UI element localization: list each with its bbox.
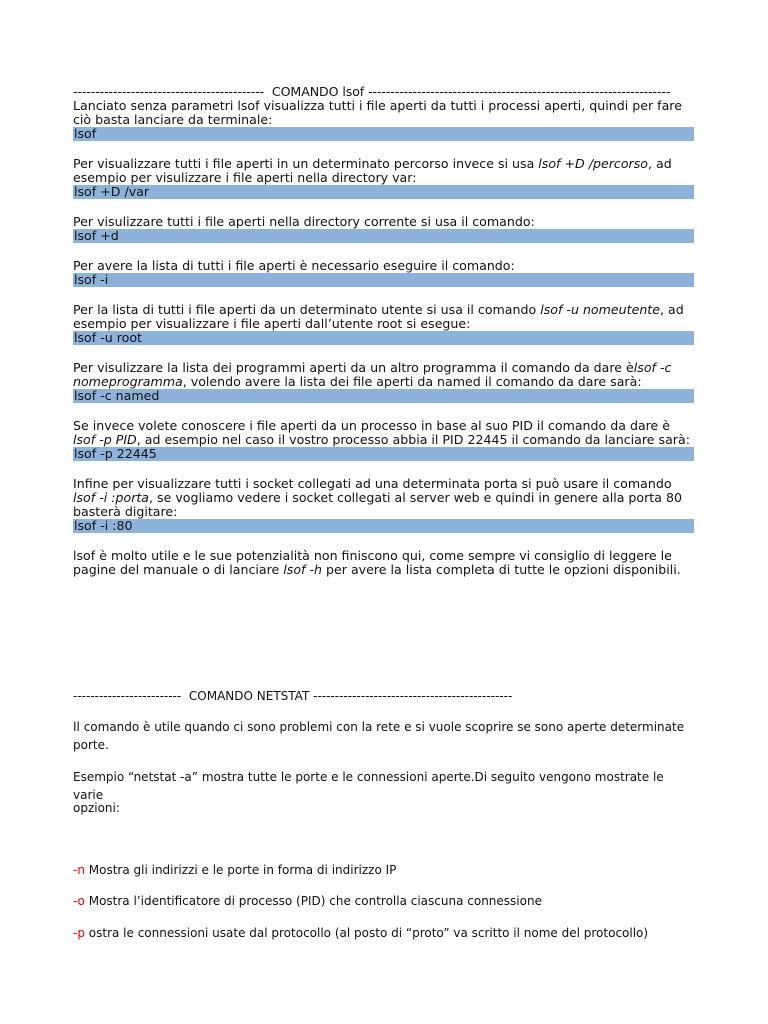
header-dashes-left: ------------------------- xyxy=(73,689,182,703)
lsof-section xyxy=(73,85,694,577)
command-lsof-D: lsof +D /var xyxy=(73,185,694,199)
command-lsof-i-port: lsof -i :80 xyxy=(73,519,694,533)
command-lsof-p: lsof -p 22445 xyxy=(73,447,694,461)
header-dashes-right: ---------------------------------------------- xyxy=(313,689,513,703)
netstat-section-title: COMANDO NETSTAT xyxy=(188,689,310,703)
option-flag: -p xyxy=(73,926,85,940)
paragraph-current-dir: Per visulizzare tutti i file aperti nella directory corrente si usa il comando: xyxy=(73,214,535,229)
paragraph-program: Per visulizzare la lista dei programmi aperti da un altro programma il comando da dare èlsof -c nomeprogramma, volendo avere la lista dei file aperti da named il comando da dare sarà: xyxy=(73,360,672,389)
option-flag: -o xyxy=(73,894,85,908)
command-lsof-i: lsof -i xyxy=(73,273,694,287)
option-description: Mostra l’identificatore di processo (PID) che controlla ciascuna connessione xyxy=(84,894,542,908)
header-dashes-left: ------------------------------------------- xyxy=(73,85,265,99)
netstat-section-header xyxy=(73,689,512,703)
lsof-section-header xyxy=(73,85,694,99)
netstat-intro-paragraph: Il comando è utile quando ci sono problemi con la rete e si vuole scoprire se sono aperte determinate porte. xyxy=(73,720,685,752)
lsof-intro-paragraph: Lanciato senza parametri lsof visualizza tutti i file aperti da tutti i processi aperti, quindi per fare ciò basta lanciare da terminale: xyxy=(73,98,682,127)
option-o xyxy=(73,892,694,910)
command-lsof-d: lsof +d xyxy=(73,229,694,243)
paragraph-path: Per visualizzare tutti i file aperti in un determinato percorso invece si usa lsof +D /percorso, ad esempio per visulizzare i file aperti nella directory var: xyxy=(73,156,672,185)
paragraph-pid: Se invece volete conoscere i file aperti da un processo in base al suo PID il comando da dare è lsof -p PID, ad esempio nel caso il vostro processo abbia il PID 22445 il comando da lanciare sarà: xyxy=(73,418,690,447)
netstat-example-continued: opzioni: xyxy=(73,801,120,815)
command-lsof-u: lsof -u root xyxy=(73,331,694,345)
option-flag: -n xyxy=(73,863,85,877)
paragraph-conclusion: lsof è molto utile e le sue potenzialità non finiscono qui, come sempre vi consiglio di leggere le pagine del manuale o di lanciare lsof -h per avere la lista completa di tutte le opzioni disponibili. xyxy=(73,548,681,577)
option-description: Mostra gli indirizzi e le porte in forma di indirizzo IP xyxy=(84,863,397,877)
header-dashes-right: -------------------------------------------------------------------- xyxy=(368,85,671,99)
paragraph-user: Per la lista di tutti i file aperti da un determinato utente si usa il comando lsof -u nomeutente, ad esempio per visualizzare i file aperti dall’utente root si esegue: xyxy=(73,302,684,331)
command-lsof: lsof xyxy=(73,127,694,141)
lsof-section-title: COMANDO lsof xyxy=(271,85,365,99)
option-description: ostra le connessioni usate dal protocollo (al posto di “proto” va scritto il nome del protocollo) xyxy=(84,926,649,940)
paragraph-socket: Infine per visualizzare tutti i socket collegati ad una determinata porta si può usare il comando lsof -i :porta, se vogliamo vedere i socket collegati al server web e quindi in genere alla porta 80 basterà digitare: xyxy=(73,476,682,519)
option-p xyxy=(73,924,694,942)
paragraph-all-files: Per avere la lista di tutti i file aperti è necessario eseguire il comando: xyxy=(73,258,515,273)
command-lsof-c: lsof -c named xyxy=(73,389,694,403)
option-n xyxy=(73,861,694,879)
netstat-example-paragraph: Esempio “netstat -a” mostra tutte le porte e le connessioni aperte.Di seguito vengono mostrate le varie xyxy=(73,770,664,802)
